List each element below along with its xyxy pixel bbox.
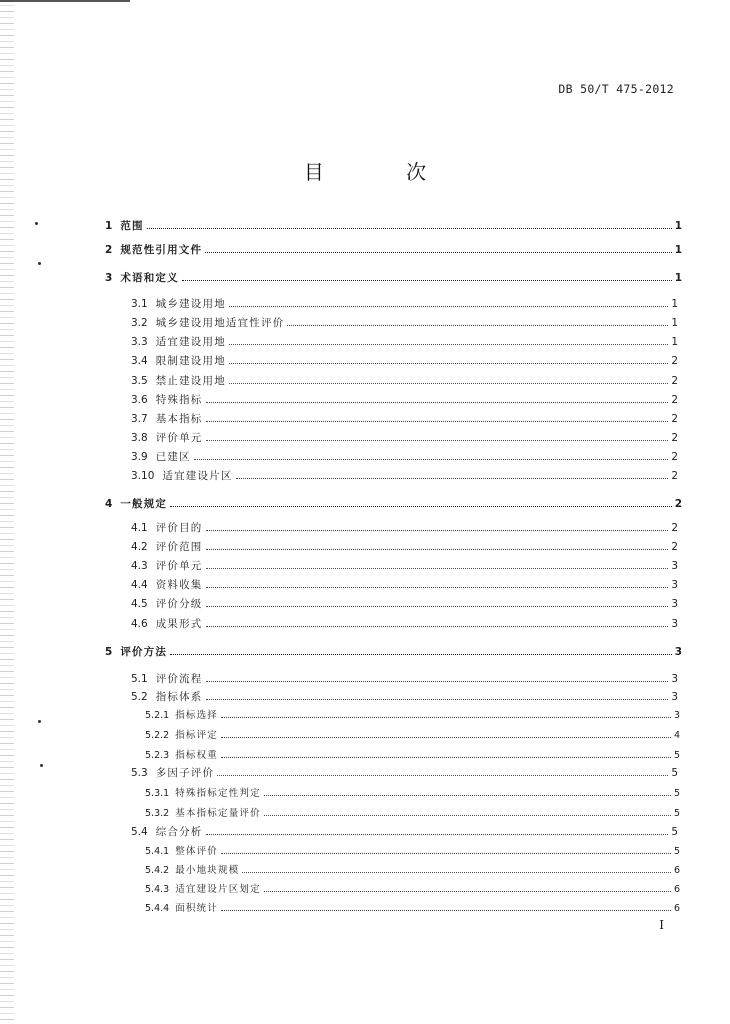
toc-leader-dots [264, 806, 671, 816]
toc-entry-number: 2 [105, 244, 113, 256]
toc-entry-page: 3 [671, 691, 678, 703]
toc-entry-number: 4 [105, 498, 113, 510]
toc-entry [145, 806, 680, 821]
toc-leader-dots [206, 412, 669, 422]
toc-leader-dots [206, 393, 669, 403]
toc-entry [131, 354, 678, 368]
toc-leader-dots [206, 825, 669, 835]
toc-entry-number: 4.2 [131, 541, 148, 553]
toc-entry [105, 219, 682, 233]
toc-entry [131, 393, 678, 407]
toc-leader-dots [170, 645, 672, 655]
toc-entry-title: 规范性引用文件 [120, 244, 203, 256]
toc-leader-dots [206, 540, 669, 550]
toc-entry-page: 5 [671, 826, 678, 838]
toc-entry-title: 评价流程 [155, 673, 203, 685]
toc-entry [131, 431, 678, 445]
toc-leader-dots [264, 882, 671, 892]
toc-entry [131, 297, 678, 311]
toc-entry-title: 综合分析 [155, 826, 203, 838]
scan-speck [38, 720, 41, 723]
toc-entry-page: 2 [671, 394, 678, 406]
toc-entry-title: 指标选择 [175, 710, 218, 721]
toc-leader-dots [206, 672, 669, 682]
toc-entry-number: 3.1 [131, 298, 148, 310]
toc-entry-page: 2 [671, 451, 678, 463]
toc-entry [131, 450, 678, 464]
toc-entry-page: 2 [674, 498, 682, 510]
toc-entry [145, 863, 680, 878]
toc-entry-number: 5.2 [131, 691, 148, 703]
toc-leader-dots [221, 844, 671, 854]
toc-entry-number: 1 [105, 220, 113, 232]
toc-leader-dots [206, 431, 669, 441]
toc-entry [145, 901, 680, 916]
toc-entry-page: 3 [671, 579, 678, 591]
toc-entry [131, 316, 678, 330]
toc-leader-dots [206, 690, 669, 700]
toc-entry-title: 评价单元 [155, 560, 203, 572]
document-code: DB 50/T 475-2012 [558, 82, 674, 96]
toc-entry-title: 指标权重 [175, 750, 218, 761]
toc-leader-dots [264, 786, 671, 796]
toc-entry-title: 最小地块规模 [175, 865, 240, 876]
toc-leader-dots [206, 617, 669, 627]
toc-entry-title: 指标评定 [175, 730, 218, 741]
toc-entry-page: 1 [671, 298, 678, 310]
toc-entry-number: 5.4.1 [145, 846, 170, 857]
toc-leader-dots [206, 559, 669, 569]
scan-speck [40, 764, 43, 767]
scan-speck [38, 262, 41, 265]
toc-entry [131, 559, 678, 573]
toc-leader-dots [206, 597, 669, 607]
toc-entry-number: 4.5 [131, 598, 148, 610]
toc-entry-number: 5.4.4 [145, 903, 170, 914]
toc-leader-dots [205, 243, 671, 253]
toc-entry [131, 690, 678, 704]
toc-entry-page: 5 [671, 767, 678, 779]
toc-entry [145, 748, 680, 763]
toc-entry [131, 540, 678, 554]
toc-entry-title: 适宜建设片区 [162, 470, 233, 482]
toc-entry-page: 3 [671, 618, 678, 630]
toc-entry-number: 3.9 [131, 451, 148, 463]
toc-entry-page: 3 [671, 598, 678, 610]
toc-entry-number: 3.2 [131, 317, 148, 329]
toc-entry-page: 1 [671, 336, 678, 348]
toc-entry-title: 范围 [120, 220, 144, 232]
toc-entry-title: 评价方法 [120, 646, 168, 658]
toc-entry [105, 271, 682, 285]
toc-entry-number: 5.3 [131, 767, 148, 779]
toc-entry-number: 4.1 [131, 522, 148, 534]
toc-leader-dots [229, 354, 668, 364]
toc-entry-number: 5.4 [131, 826, 148, 838]
top-rule [0, 0, 130, 2]
page-number: I [659, 918, 664, 932]
toc-leader-dots [221, 748, 671, 758]
toc-entry-number: 3.3 [131, 336, 148, 348]
toc-leader-dots [242, 863, 671, 873]
toc-entry [131, 672, 678, 686]
toc-entry-page: 5 [673, 788, 680, 799]
toc-entry [131, 412, 678, 426]
toc-entry-title: 禁止建设用地 [155, 375, 226, 387]
toc-entry-number: 5 [105, 646, 113, 658]
toc-leader-dots [229, 374, 668, 384]
toc-entry-title: 城乡建设用地 [155, 298, 226, 310]
toc-entry-title: 限制建设用地 [155, 355, 226, 367]
toc-entry-page: 3 [674, 646, 682, 658]
toc-entry-title: 多因子评价 [155, 767, 215, 779]
toc-entry-page: 3 [671, 673, 678, 685]
toc-entry-page: 2 [671, 541, 678, 553]
toc-entry-number: 4.6 [131, 618, 148, 630]
toc-leader-dots [229, 297, 668, 307]
toc-entry [131, 597, 678, 611]
toc-entry-page: 1 [674, 272, 682, 284]
toc-entry [145, 882, 680, 897]
toc-entry-page: 6 [673, 884, 680, 895]
toc-leader-dots [206, 521, 669, 531]
page-title: 目 次 [303, 160, 465, 184]
toc-entry-number: 3.8 [131, 432, 148, 444]
toc-entry [105, 243, 682, 257]
toc-entry-page: 6 [673, 903, 680, 914]
toc-entry [145, 728, 680, 743]
toc-entry-number: 3.6 [131, 394, 148, 406]
toc-entry-title: 评价范围 [155, 541, 203, 553]
toc-entry-title: 成果形式 [155, 618, 203, 630]
toc-entry-page: 1 [674, 220, 682, 232]
toc-entry-number: 5.4.3 [145, 884, 170, 895]
toc-entry-page: 2 [671, 470, 678, 482]
toc-entry-title: 资料收集 [155, 579, 203, 591]
toc-entry-title: 评价目的 [155, 522, 203, 534]
toc-entry [145, 708, 680, 723]
toc-entry-title: 指标体系 [155, 691, 203, 703]
toc-entry-number: 5.3.1 [145, 788, 170, 799]
toc-entry-page: 2 [671, 522, 678, 534]
toc-entry-number: 3.10 [131, 470, 155, 482]
toc-entry-page: 5 [673, 750, 680, 761]
toc-leader-dots [147, 219, 672, 229]
toc-entry-number: 3.7 [131, 413, 148, 425]
toc-entry-title: 基本指标 [155, 413, 203, 425]
toc-entry [131, 374, 678, 388]
toc-entry [131, 617, 678, 631]
toc-entry [131, 825, 678, 839]
toc-entry [105, 497, 682, 511]
toc-entry-title: 适宜建设用地 [155, 336, 226, 348]
toc-entry-number: 5.4.2 [145, 865, 170, 876]
toc-entry-page: 3 [673, 710, 680, 721]
toc-entry-page: 4 [673, 730, 680, 741]
toc-entry-page: 3 [671, 560, 678, 572]
toc-entry-title: 基本指标定量评价 [175, 808, 261, 819]
toc-entry [131, 335, 678, 349]
toc-leader-dots [287, 316, 668, 326]
toc-entry-title: 术语和定义 [120, 272, 179, 284]
toc-entry-page: 2 [671, 375, 678, 387]
toc-leader-dots [206, 578, 669, 588]
toc-leader-dots [170, 497, 672, 507]
toc-leader-dots [221, 708, 671, 718]
toc-leader-dots [221, 728, 671, 738]
toc-entry-number: 4.4 [131, 579, 148, 591]
toc-leader-dots [221, 901, 671, 911]
toc-entry-number: 3.4 [131, 355, 148, 367]
toc-entry-title: 特殊指标 [155, 394, 203, 406]
toc-entry [131, 766, 678, 780]
toc-entry-title: 已建区 [155, 451, 191, 463]
toc-entry-page: 1 [671, 317, 678, 329]
toc-entry-number: 5.2.3 [145, 750, 170, 761]
toc-entry-title: 评价分级 [155, 598, 203, 610]
toc-entry-title: 特殊指标定性判定 [175, 788, 261, 799]
toc-entry-number: 5.1 [131, 673, 148, 685]
toc-entry-number: 4.3 [131, 560, 148, 572]
toc-entry [131, 469, 678, 483]
toc-leader-dots [194, 450, 669, 460]
scan-edge [0, 0, 14, 1024]
toc-entry-title: 城乡建设用地适宜性评价 [155, 317, 285, 329]
toc-leader-dots [182, 271, 672, 281]
toc-entry-page: 2 [671, 432, 678, 444]
toc-entry-title: 评价单元 [155, 432, 203, 444]
toc-entry [145, 786, 680, 801]
toc-entry-title: 整体评价 [175, 846, 218, 857]
toc-leader-dots [229, 335, 668, 345]
toc-entry [131, 578, 678, 592]
toc-entry-title: 适宜建设片区划定 [175, 884, 261, 895]
toc-entry [105, 645, 682, 659]
toc-entry-page: 1 [674, 244, 682, 256]
toc-entry-title: 一般规定 [120, 498, 168, 510]
toc-entry-page: 2 [671, 413, 678, 425]
toc-entry-page: 6 [673, 865, 680, 876]
toc-entry-title: 面积统计 [175, 903, 218, 914]
toc-leader-dots [236, 469, 669, 479]
toc-leader-dots [217, 766, 668, 776]
toc-entry-page: 5 [673, 846, 680, 857]
toc-entry [145, 844, 680, 859]
toc-entry-number: 3 [105, 272, 113, 284]
toc-entry [131, 521, 678, 535]
toc-entry-page: 5 [673, 808, 680, 819]
toc-entry-page: 2 [671, 355, 678, 367]
toc-entry-number: 5.2.2 [145, 730, 170, 741]
toc-entry-number: 3.5 [131, 375, 148, 387]
scan-speck [35, 222, 38, 225]
toc-entry-number: 5.3.2 [145, 808, 170, 819]
toc-entry-number: 5.2.1 [145, 710, 170, 721]
